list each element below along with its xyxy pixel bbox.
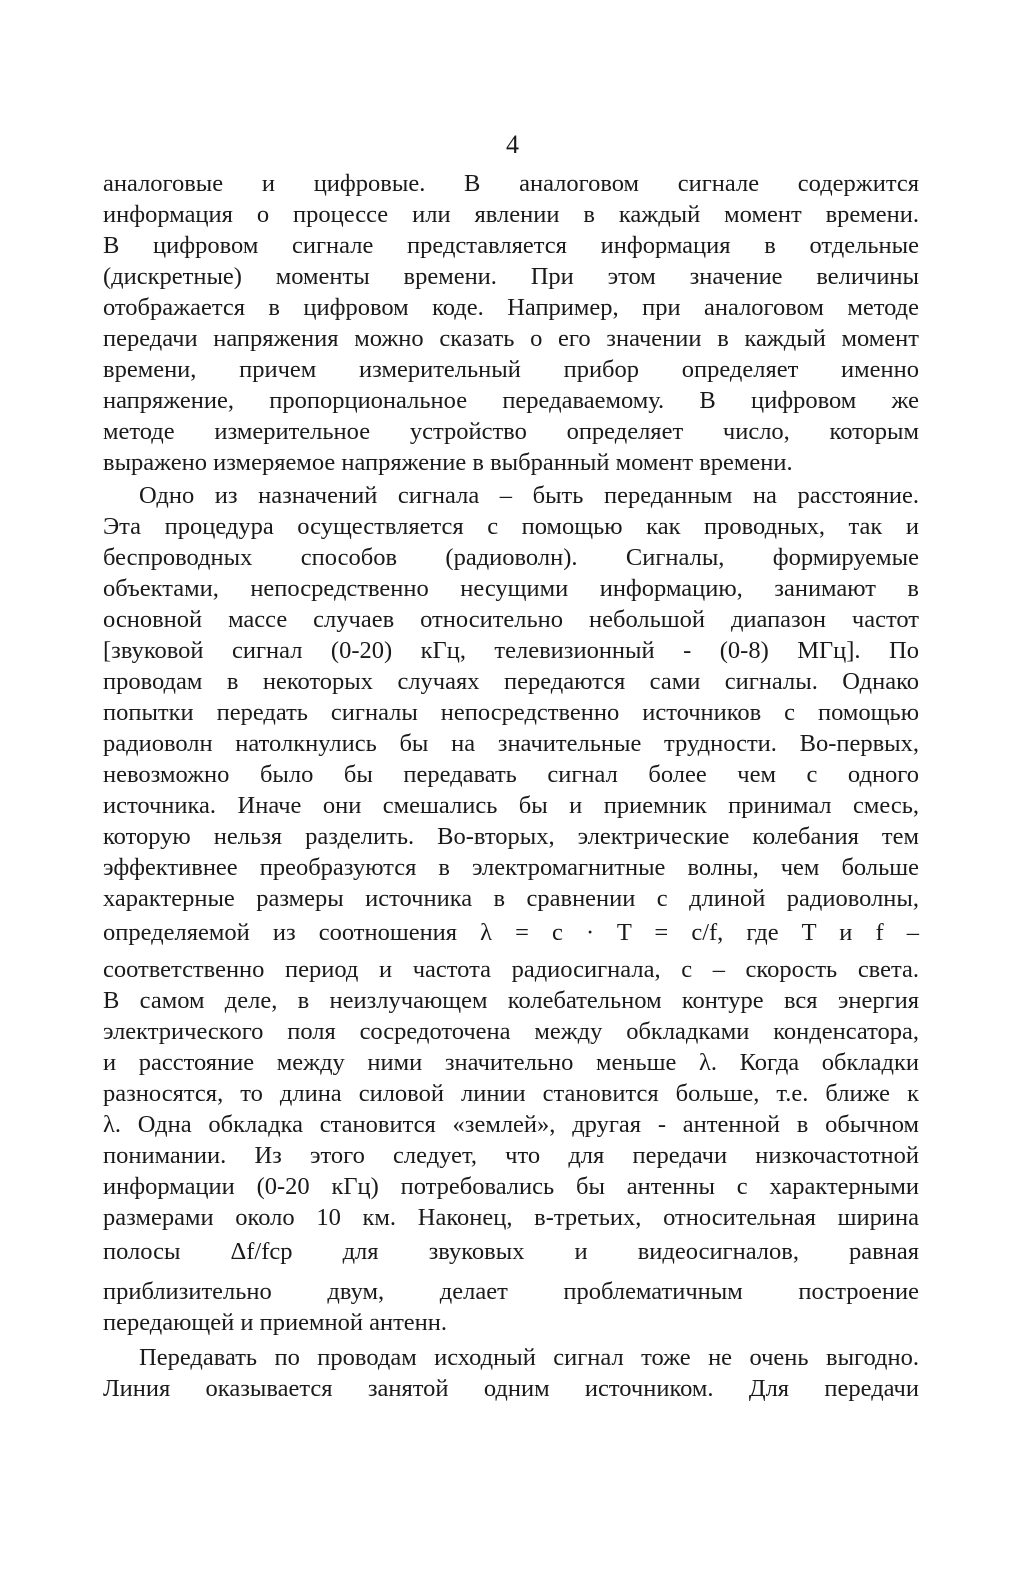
text-line: напряжение, пропорциональное передаваемому. В цифровом же (103, 387, 919, 414)
text-line: эффективнее преобразуются в электромагнитные волны, чем больше (103, 854, 919, 881)
text-line: основной массе случаев относительно небольшой диапазон частот (103, 606, 919, 633)
text-line: времени, причем измерительный прибор определяет именно (103, 356, 919, 383)
text-line: [звуковой сигнал (0-20) кГц, телевизионный - (0-8) МГц]. По (103, 637, 919, 664)
text-line: Эта процедура осуществляется с помощью как проводных, так и (103, 513, 919, 540)
text-line: Одно из назначений сигнала – быть переданным на расстояние. (139, 482, 919, 509)
formula-line: определяемой из соотношения λ = c · T = c/f, где T и f – (103, 919, 919, 946)
text-line: λ. Одна обкладка становится «землей», другая - антенной в обычном (103, 1111, 919, 1138)
text-line: разносятся, то длина силовой линии становится больше, т.е. ближе к (103, 1080, 919, 1107)
text-line: В цифровом сигнале представляется информация в отдельные (103, 232, 919, 259)
page-number: 4 (506, 130, 519, 159)
text-line: приблизительно двум, делает проблематичным построение (103, 1278, 919, 1305)
text-line: Линия оказывается занятой одним источником. Для передачи (103, 1375, 919, 1402)
text-line: беспроводных способов (радиоволн). Сигналы, формируемые (103, 544, 919, 571)
text-line: методе измерительное устройство определяет число, которым (103, 418, 919, 445)
text-line: радиоволн натолкнулись бы на значительные трудности. Во-первых, (103, 730, 919, 757)
text-line: отображается в цифровом коде. Например, при аналоговом методе (103, 294, 919, 321)
text-line: и расстояние между ними значительно меньше λ. Когда обкладки (103, 1049, 919, 1076)
text-line: соответственно период и частота радиосигнала, c – скорость света. (103, 956, 919, 983)
text-line: источника. Иначе они смешались бы и приемник принимал смесь, (103, 792, 919, 819)
text-line: невозможно было бы передавать сигнал более чем с одного (103, 761, 919, 788)
text-line: которую нельзя разделить. Во-вторых, электрические колебания тем (103, 823, 919, 850)
text-line: объектами, непосредственно несущими информацию, занимают в (103, 575, 919, 602)
text-line: информация о процессе или явлении в каждый момент времени. (103, 201, 919, 228)
text-line: проводам в некоторых случаях передаются сами сигналы. Однако (103, 668, 919, 695)
text-line: характерные размеры источника в сравнении с длиной радиоволны, (103, 885, 919, 912)
text-line: передачи напряжения можно сказать о его значении в каждый момент (103, 325, 919, 352)
text-line: выражено измеряемое напряжение в выбранный момент времени. (103, 449, 793, 476)
text-line: размерами около 10 км. Наконец, в-третьих, относительная ширина (103, 1204, 919, 1231)
text-line: (дискретные) моменты времени. При этом значение величины (103, 263, 919, 290)
formula-line: полосы Δf/fср для звуковых и видеосигналов, равная (103, 1238, 919, 1265)
text-line: В самом деле, в неизлучающем колебательном контуре вся энергия (103, 987, 919, 1014)
text-line: передающей и приемной антенн. (103, 1309, 448, 1336)
text-line: информации (0-20 кГц) потребовались бы антенны с характерными (103, 1173, 919, 1200)
text-line: попытки передать сигналы непосредственно источников с помощью (103, 699, 919, 726)
text-line: Передавать по проводам исходный сигнал тоже не очень выгодно. (139, 1344, 919, 1371)
text-line: понимании. Из этого следует, что для передачи низкочастотной (103, 1142, 919, 1169)
text-line: электрического поля сосредоточена между обкладками конденсатора, (103, 1018, 919, 1045)
text-line: аналоговые и цифровые. В аналоговом сигнале содержится (103, 170, 919, 197)
